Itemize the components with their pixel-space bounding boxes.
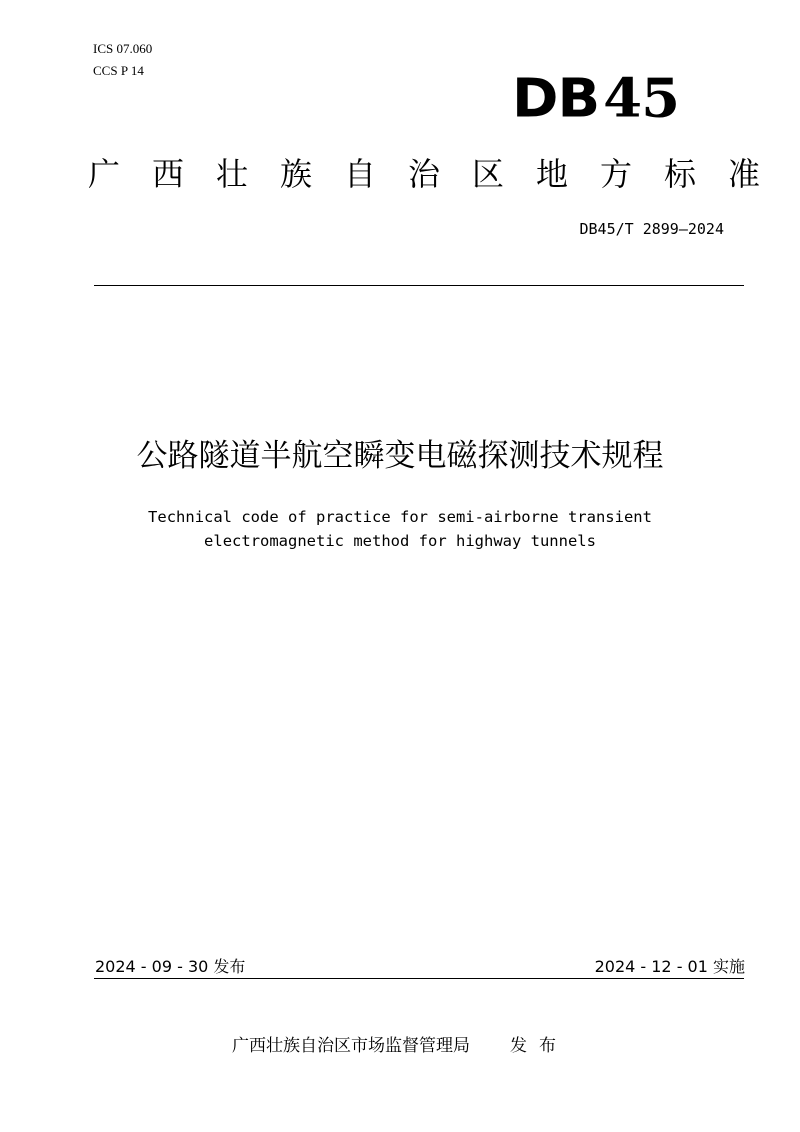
issuer-name: 广西壮族自治区市场监督管理局 bbox=[232, 1036, 470, 1056]
implementation-date: 2024 - 12 - 01 实施 bbox=[594, 957, 745, 976]
chinese-title: 公路隧道半航空瞬变电磁探测技术规程 bbox=[136, 438, 664, 474]
top-divider bbox=[94, 285, 744, 286]
ccs-code: CCS P 14 bbox=[93, 63, 144, 78]
ics-code: ICS 07.060 bbox=[93, 41, 153, 56]
logo-letters: DB bbox=[512, 68, 600, 130]
bottom-divider bbox=[94, 978, 744, 979]
issuer-line bbox=[0, 1033, 800, 1059]
english-title bbox=[0, 505, 800, 553]
standard-number: DB45/T 2899—2024 bbox=[579, 220, 724, 238]
issue-date: 2024 - 09 - 30 发布 bbox=[95, 957, 246, 976]
standard-type-heading: 广西壮族自治区地方标准 bbox=[88, 155, 793, 193]
issuer-action: 发布 bbox=[510, 1036, 568, 1056]
classification-codes bbox=[93, 38, 152, 82]
db45-logo bbox=[512, 67, 680, 130]
english-title-line-2: electromagnetic method for highway tunnels bbox=[204, 532, 596, 550]
logo-number: 45 bbox=[603, 67, 680, 130]
english-title-line-1: Technical code of practice for semi-airborne transient bbox=[148, 508, 652, 526]
